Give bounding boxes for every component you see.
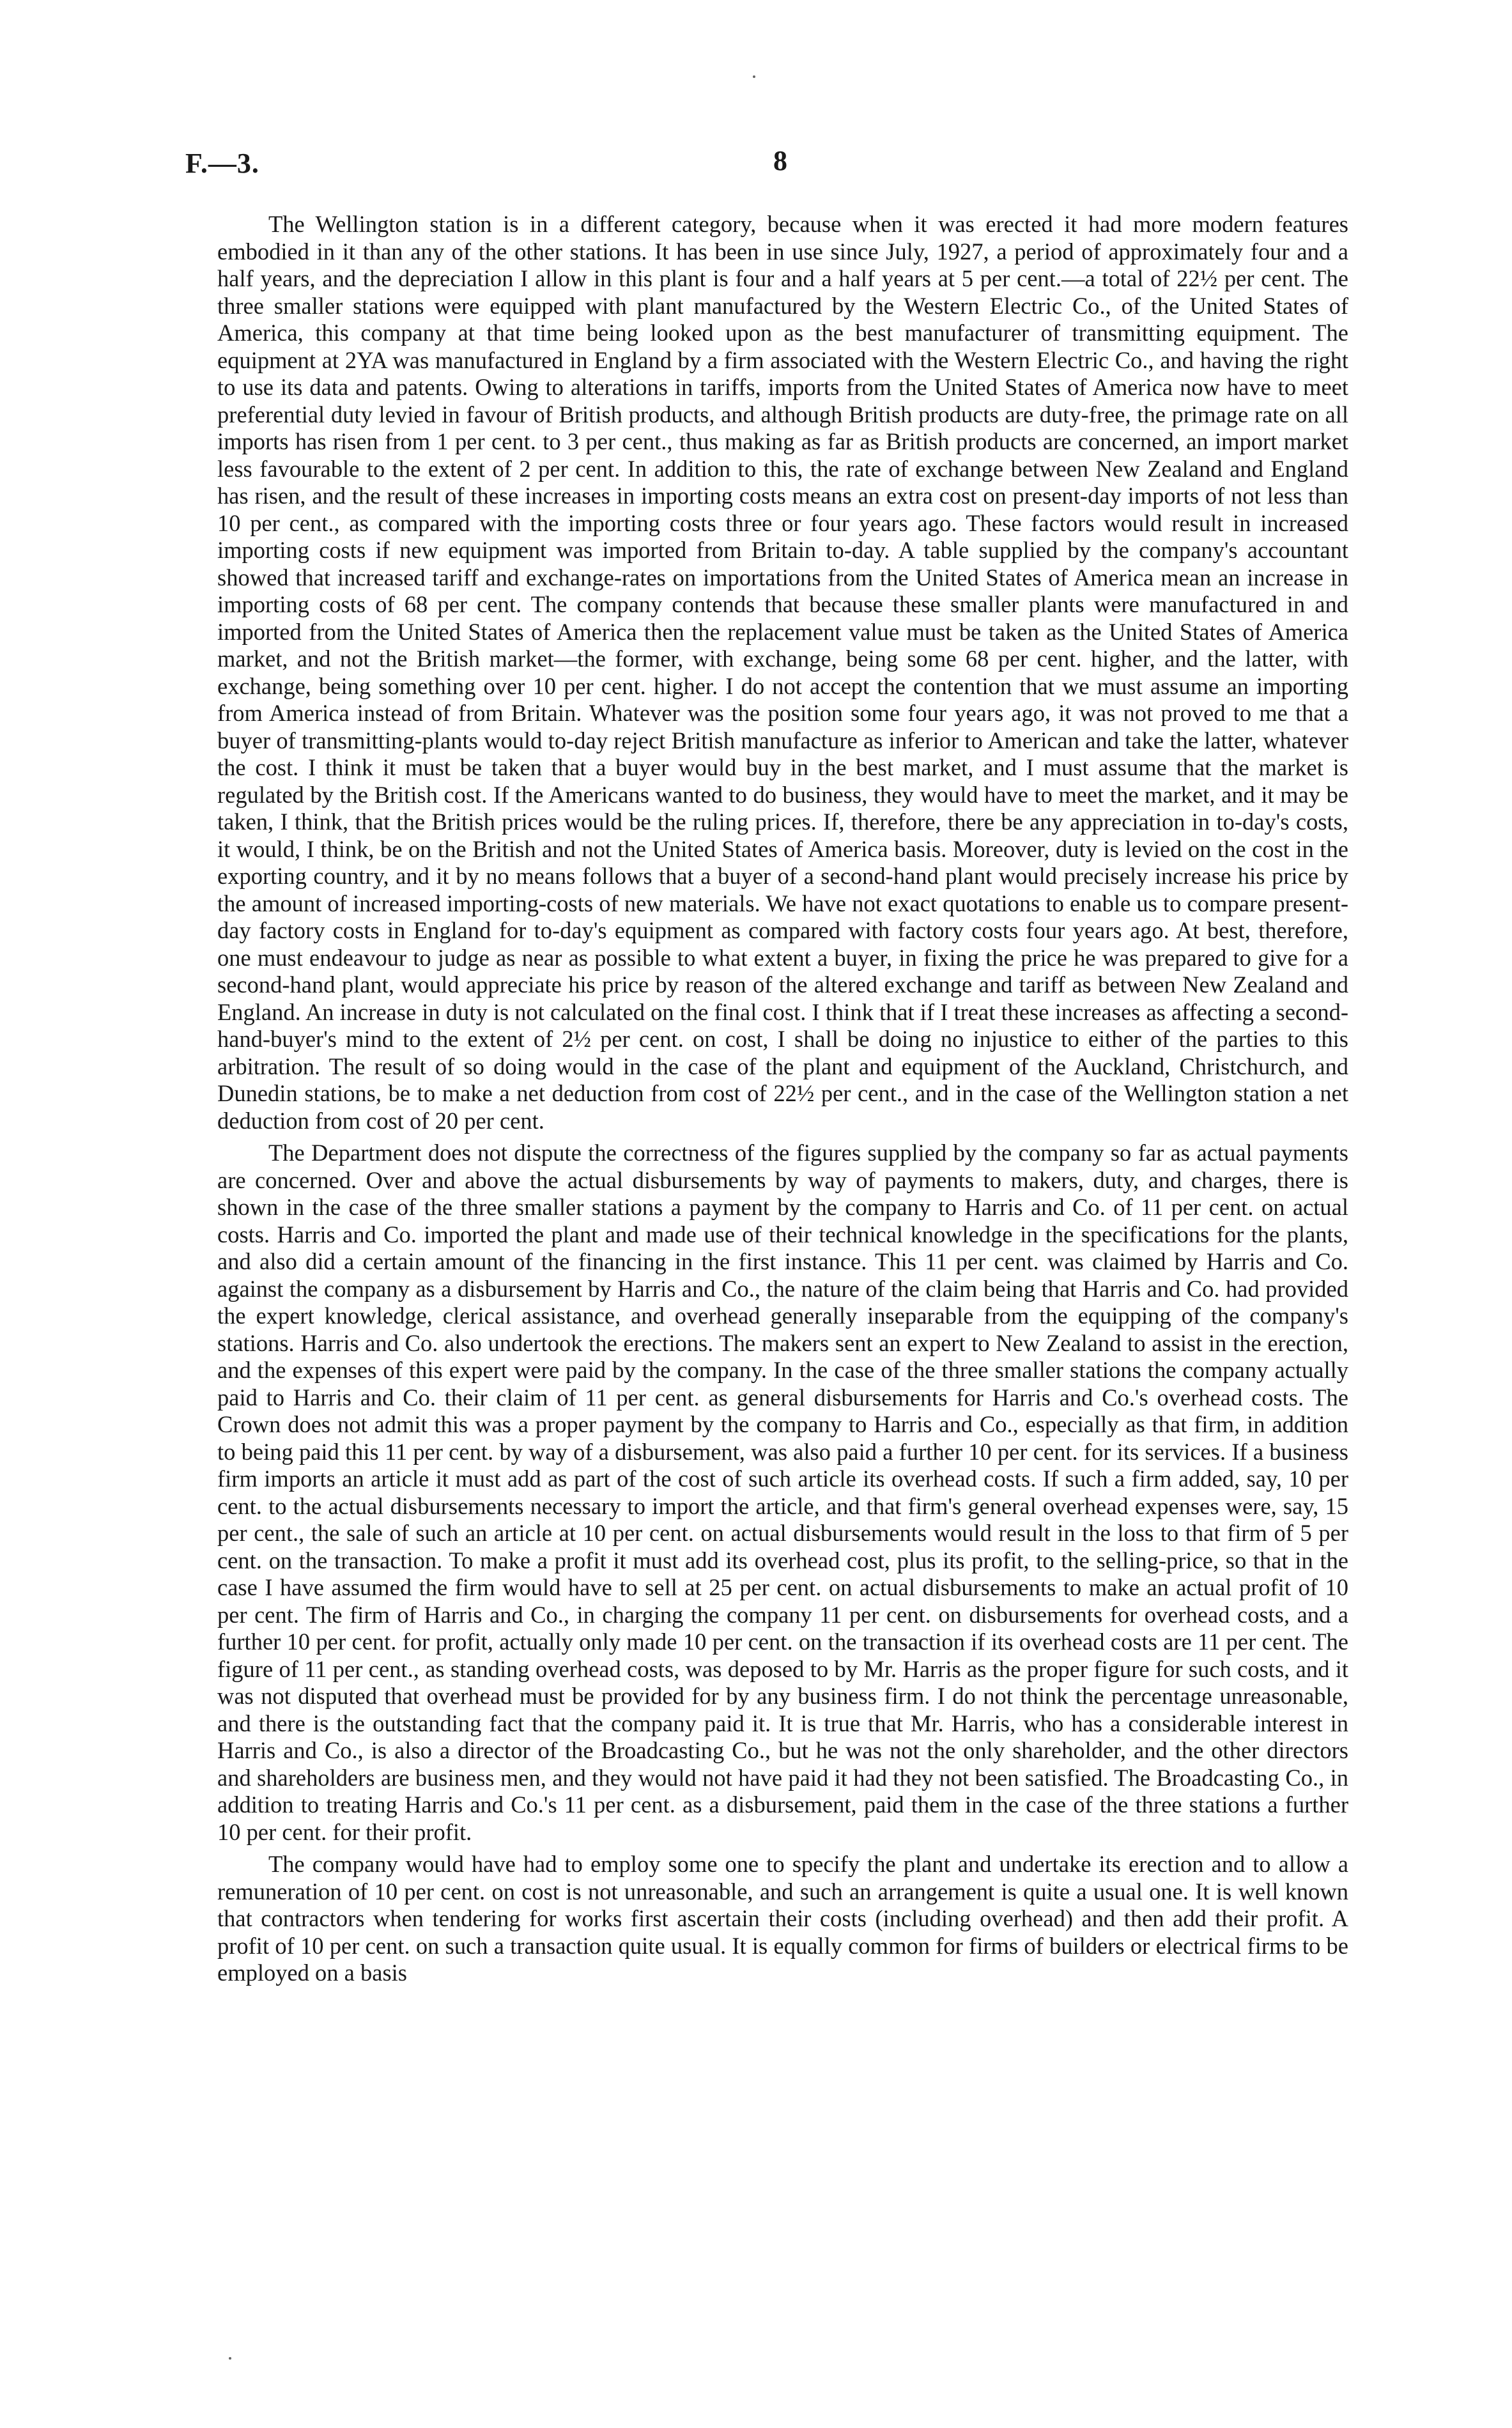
body-text [217, 211, 1348, 1992]
scan-speck [753, 75, 755, 78]
page-number: 8 [773, 145, 787, 176]
paragraph: The Wellington station is in a different category, because when it was erected it had more modern features embodied in it than any of the other stations. It has been in use since July, 1927, a period of approximately four and a half years, and the depreciation I allow in this plant is four and a half years at 5 per cent.—a total of 22½ per cent. The three smaller stations were equipped with plant manufactured by the Western Electric Co., of the United States of America, this company at that time being looked upon as the best manufacturer of transmitting equipment. The equipment at 2YA was manufactured in England by a firm associated with the Western Electric Co., and having the right to use its data and patents. Owing to alterations in tariffs, imports from the United States of America now have to meet preferential duty levied in favour of British products, and although British products are duty-free, the primage rate on all imports has risen from 1 per cent. to 3 per cent., thus making as far as British products are concerned, an import market less favourable to the extent of 2 per cent. In addition to this, the rate of exchange between New Zealand and England has risen, and the result of these increases in importing costs means an extra cost on present-day imports of not less than 10 per cent., as compared with the importing costs three or four years ago. These factors would result in increased importing costs if new equipment was imported from Britain to-day. A table supplied by the company's accountant showed that increased tariff and exchange-rates on importations from the United States of America mean an increase in importing costs of 68 per cent. The company contends that because these smaller plants were manufactured in and imported from the United States of America then the replacement value must be taken as the United States of America market, and not the British market—the former, with exchange, being some 68 per cent. higher, and the latter, with exchange, being something over 10 per cent. higher. I do not accept the contention that we must assume an importing from America instead of from Britain. Whatever was the position some four years ago, it was not proved to me that a buyer of transmitting-plants would to-day reject British manufacture as inferior to American and take the latter, whatever the cost. I think it must be taken that a buyer would buy in the best market, and I must assume that the market is regulated by the British cost. If the Americans wanted to do business, they would have to meet the market, and it may be taken, I think, that the British prices would be the ruling prices. If, therefore, there be any appreciation in to-day's costs, it would, I think, be on the British and not the United States of America basis. Moreover, duty is levied on the cost in the exporting country, and it by no means follows that a buyer of a second-hand plant would precisely increase his price by the amount of increased importing-costs of new materials. We have not exact quotations to enable us to compare present-day factory costs in England for to-day's equipment as compared with factory costs four years ago. At best, therefore, one must endeavour to judge as near as possible to what extent a buyer, in fixing the price he was prepared to give for a second-hand plant, would appreciate his price by reason of the altered exchange and tariff as between New Zealand and England. An increase in duty is not calculated on the final cost. I think that if I treat these increases as affecting a second-hand-buyer's mind to the extent of 2½ per cent. on cost, I shall be doing no injustice to either of the parties to this arbitration. The result of so doing would in the case of the plant and equipment of the Auckland, Christchurch, and Dunedin stations, be to make a net deduction from cost of 22½ per cent., and in the case of the Wellington station a net deduction from cost of 20 per cent. [217, 211, 1348, 1134]
scan-speck [229, 2357, 231, 2360]
paragraph: The company would have had to employ some one to specify the plant and undertake its erection and to allow a remuneration of 10 per cent. on cost is not unreasonable, and such an arrangement is quite a usual one. It is well known that contractors when tendering for works first ascertain their costs (including overhead) and then add their profit. A profit of 10 per cent. on such a transaction quite usual. It is equally common for firms of builders or electrical firms to be employed on a basis [217, 1851, 1348, 1986]
paragraph: The Department does not dispute the correctness of the figures supplied by the company so far as actual payments are concerned. Over and above the actual disbursements by way of payments to makers, duty, and charges, there is shown in the case of the three smaller stations a payment by the company to Harris and Co. of 11 per cent. on actual costs. Harris and Co. imported the plant and made use of their technical knowledge in the specifications for the plants, and also did a certain amount of the financing in the first instance. This 11 per cent. was claimed by Harris and Co. against the company as a disbursement by Harris and Co., the nature of the claim being that Harris and Co. had provided the expert knowledge, clerical assistance, and overhead generally inseparable from the equipping of the company's stations. Harris and Co. also undertook the erections. The makers sent an expert to New Zealand to assist in the erection, and the expenses of this expert were paid by the company. In the case of the three smaller stations the company actually paid to Harris and Co. their claim of 11 per cent. as general disbursements for Harris and Co.'s overhead costs. The Crown does not admit this was a proper payment by the company to Harris and Co., especially as that firm, in addition to being paid this 11 per cent. by way of a disbursement, was also paid a further 10 per cent. for its services. If a business firm imports an article it must add as part of the cost of such article its overhead costs. If such a firm added, say, 10 per cent. to the actual disbursements necessary to import the article, and that firm's general overhead expenses were, say, 15 per cent., the sale of such an article at 10 per cent. on actual disbursements would result in the loss to that firm of 5 per cent. on the transaction. To make a profit it must add its overhead cost, plus its profit, to the selling-price, so that in the case I have assumed the firm would have to sell at 25 per cent. on actual disbursements to make an actual profit of 10 per cent. The firm of Harris and Co., in charging the company 11 per cent. on disbursements for overhead costs, and a further 10 per cent. for profit, actually only made 10 per cent. on the transaction if its overhead costs are 11 per cent. The figure of 11 per cent., as standing overhead costs, was deposed to by Mr. Harris as the proper figure for such costs, and it was not disputed that overhead must be provided for by any business firm. I do not think the percentage unreasonable, and there is the outstanding fact that the company paid it. It is true that Mr. Harris, who has a considerable interest in Harris and Co., is also a director of the Broadcasting Co., but he was not the only shareholder, and the other directors and shareholders are business men, and they would not have paid it had they not been satisfied. The Broadcasting Co., in addition to treating Harris and Co.'s 11 per cent. as a disbursement, paid them in the case of the three stations a further 10 per cent. for their profit. [217, 1140, 1348, 1845]
document-reference: F.—3. [185, 148, 259, 179]
